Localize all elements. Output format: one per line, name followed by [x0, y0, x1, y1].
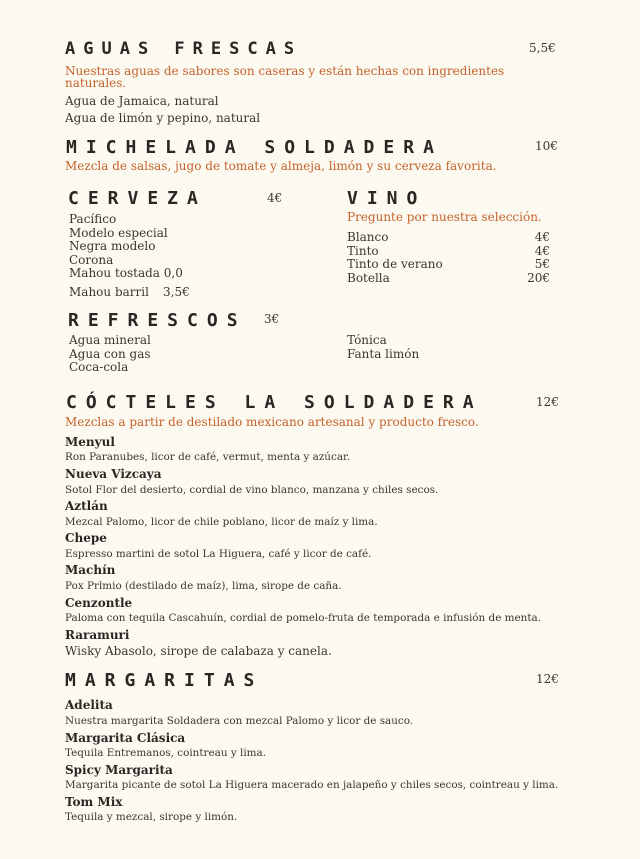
coctel-name: Nueva Vizcaya: [65, 467, 162, 481]
coctel-desc: Ron Paranubes, licor de café, vermut, menta y azúcar.: [65, 451, 351, 463]
margarita-name: Adelita: [65, 698, 113, 712]
michelada-title: MICHELADA SOLDADERA: [66, 137, 443, 158]
coctel-name: Menyul: [65, 435, 115, 449]
coctel-desc: Sotol Flor del desierto, cordial de vino blanco, manzana y chiles secos.: [65, 483, 439, 496]
aguas-desc: [65, 65, 504, 89]
refrescos-item: Tónica: [347, 333, 387, 347]
margarita-desc: Tequila Entremanos, cointreau y lima.: [65, 746, 267, 759]
refrescos-item: Coca-cola: [69, 360, 129, 374]
coctel-name: Chepe: [65, 531, 107, 545]
michelada-price: 10€: [535, 139, 558, 153]
vino-item-name: Tinto: [347, 243, 379, 258]
vino-item-name: Botella: [347, 270, 390, 285]
aguas-desc-line2: naturales.: [65, 76, 127, 90]
refrescos-price: 3€: [264, 312, 280, 326]
coctel-desc: Espresso martini de sotol La Higuera, café y licor de café.: [65, 547, 372, 560]
coctel-name: Machín: [65, 563, 116, 577]
margarita-name: Spicy Margarita: [65, 763, 173, 777]
cocteles-title: CÓCTELES LA SOLDADERA: [66, 392, 483, 413]
aguas-list: [65, 93, 260, 127]
margarita-desc: Tequila y mezcal, sirope y limón.: [65, 811, 238, 823]
refrescos-item: Fanta limón: [347, 346, 420, 361]
vino-row: [347, 231, 550, 245]
vino-item-name: Tinto de verano: [347, 257, 443, 271]
aguas-title: AGUAS FRESCAS: [65, 39, 303, 59]
cerveza-item: Corona: [69, 252, 114, 267]
cerveza-price: 4€: [267, 191, 283, 205]
vino-row: [347, 272, 550, 286]
margarita-name: Tom Mix: [65, 795, 123, 809]
cerveza-title: CERVEZA: [68, 188, 207, 209]
vino-item-price: 4€: [534, 230, 550, 244]
margarita-desc: Nuestra margarita Soldadera con mezcal Palomo y licor de sauco.: [65, 714, 414, 727]
refrescos-title: REFRESCOS: [68, 310, 247, 331]
refrescos-col2: [347, 334, 419, 361]
margarita-desc: Margarita picante de sotol La Higuera macerado en jalapeño y chiles secos, cointreau y lima.: [65, 779, 559, 791]
aguas-item: Agua de Jamaica, natural: [65, 94, 219, 108]
cerveza-item: Pacífico: [69, 212, 117, 226]
vino-desc: Pregunte por nuestra selección.: [347, 210, 542, 224]
cerveza-item: Modelo especial: [69, 225, 168, 240]
cerveza-barril-price: 3,5€: [163, 285, 190, 299]
refrescos-item: Agua mineral: [69, 333, 151, 347]
vino-item-name: Blanco: [347, 230, 389, 244]
coctel-name: Aztlán: [65, 499, 108, 513]
cocteles-price: 12€: [536, 395, 559, 409]
aguas-price: 5,5€: [529, 41, 556, 55]
margarita-name: Margarita Clásica: [65, 730, 186, 745]
coctel-desc: Wisky Abasolo, sirope de calabaza y canela.: [65, 644, 332, 658]
vino-row: [347, 258, 550, 272]
cerveza-barril-label: Mahou barril: [69, 285, 149, 299]
coctel-name: Cenzontle: [65, 596, 133, 610]
refrescos-col1: [69, 334, 151, 375]
vino-row: [347, 245, 550, 259]
vino-item-price: 4€: [534, 243, 550, 258]
vino-item-price: 20€: [527, 270, 550, 285]
cocteles-desc: Mezclas a partir de destilado mexicano artesanal y producto fresco.: [65, 415, 479, 429]
vino-item-price: 5€: [534, 257, 550, 271]
aguas-item: Agua de limón y pepino, natural: [65, 111, 261, 125]
aguas-desc-line1: Nuestras aguas de sabores son caseras y están hechas con ingredientes: [65, 64, 505, 78]
refrescos-item: Agua con gas: [69, 346, 151, 361]
coctel-desc: Paloma con tequila Cascahuín, cordial de pomelo-fruta de temporada e infusión de menta.: [65, 612, 542, 624]
coctel-desc: Mezcal Palomo, licor de chile poblano, licor de maíz y lima.: [65, 515, 378, 528]
michelada-desc: Mezcla de salsas, jugo de tomate y almeja, limón y su cerveza favorita.: [65, 159, 497, 173]
margaritas-title: MARGARITAS: [65, 670, 264, 691]
margaritas-price: 12€: [536, 672, 559, 686]
cerveza-item: Mahou tostada 0,0: [69, 266, 183, 280]
coctel-desc: Pox Prlmio (destilado de maíz), lima, sirope de caña.: [65, 579, 342, 592]
vino-title: VINO: [347, 188, 427, 209]
cerveza-list: [69, 213, 183, 281]
coctel-name: Raramuri: [65, 628, 130, 642]
cerveza-item: Negra modelo: [69, 239, 156, 253]
